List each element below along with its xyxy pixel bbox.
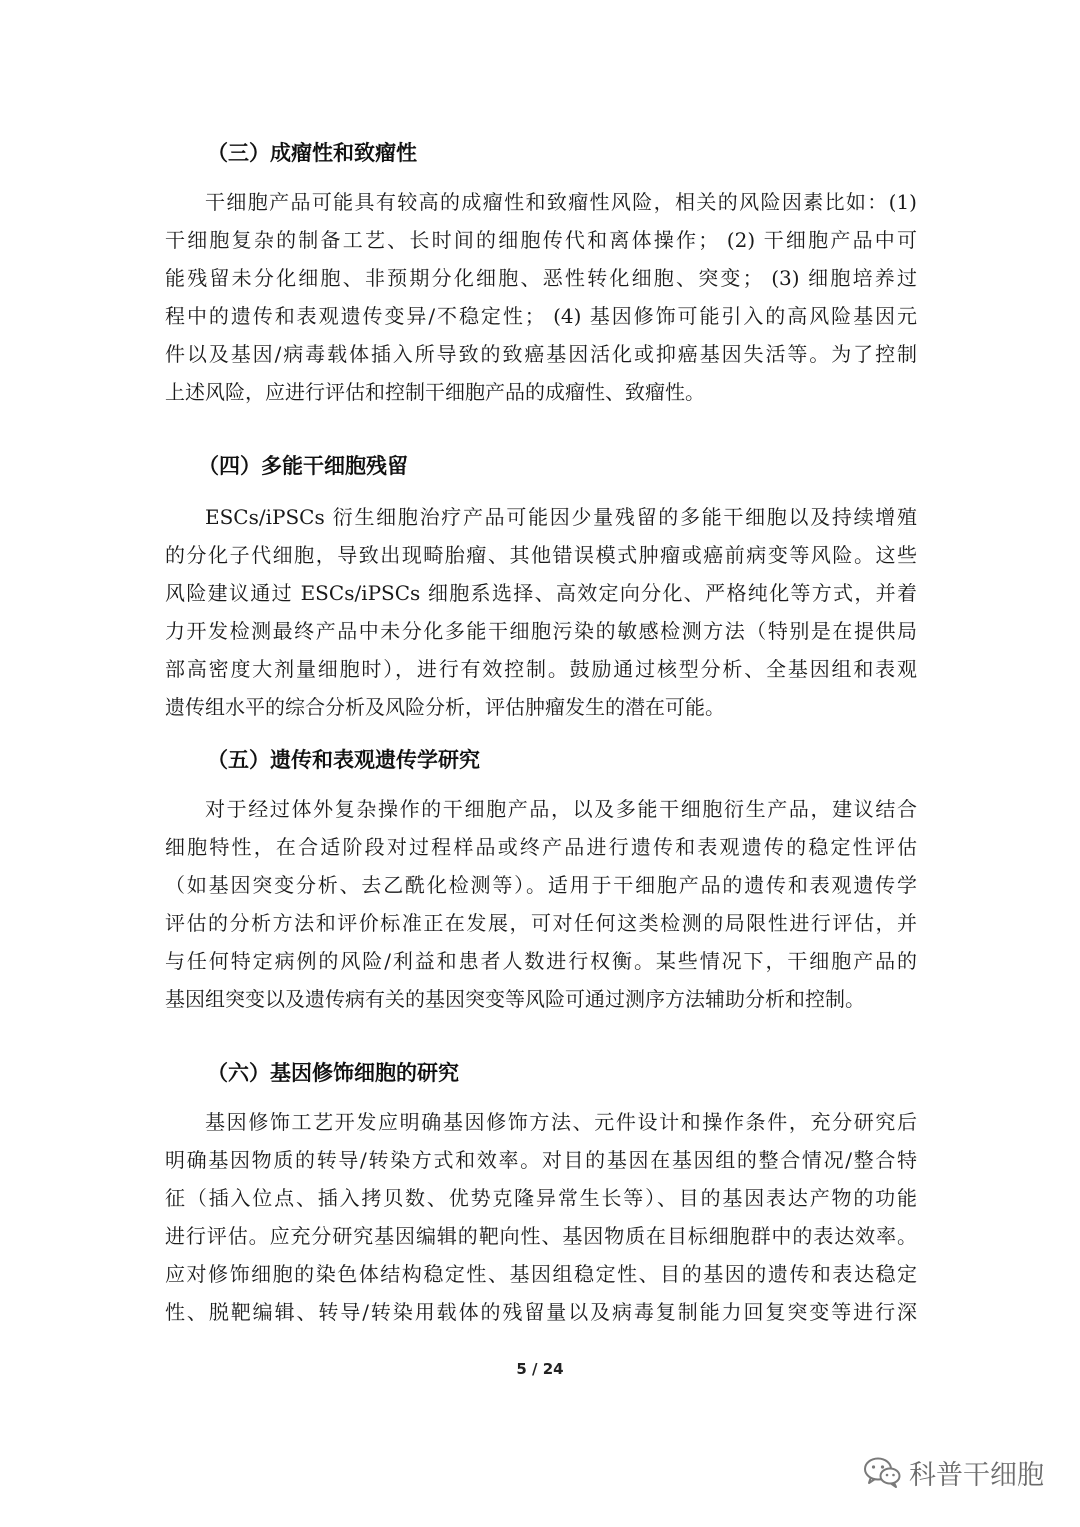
paragraph-line: 征（插入位点、插入拷贝数、优势克隆异常生长等）、目的基因表达产物的功能 <box>165 1186 917 1210</box>
section-heading: （四）多能干细胞残留 <box>198 454 408 478</box>
paragraph-line: 上述风险，应进行评估和控制干细胞产品的成瘤性、致瘤性。 <box>165 380 705 404</box>
section-3 <box>165 139 917 411</box>
paragraph-line: 力开发检测最终产品中未分化多能干细胞污染的敏感检测方法（特别是在提供局 <box>165 619 917 643</box>
section-4 <box>165 452 917 726</box>
paragraph-line: 件以及基因/病毒载体插入所导致的致癌基因活化或抑癌基因失活等。为了控制 <box>165 342 917 366</box>
paragraph-line: 能残留未分化细胞、非预期分化细胞、恶性转化细胞、突变； (3) 细胞培养过 <box>165 266 917 290</box>
page-number: 5 / 24 <box>516 1360 564 1378</box>
paragraph-line: 干细胞产品可能具有较高的成瘤性和致瘤性风险，相关的风险因素比如：(1) <box>205 190 917 214</box>
paragraph-line: 程中的遗传和表观遗传变异/不稳定性； (4) 基因修饰可能引入的高风险基因元 <box>165 304 917 328</box>
section-heading: （三）成瘤性和致瘤性 <box>207 141 417 165</box>
paragraph-line: 评估的分析方法和评价标准正在发展，可对任何这类检测的局限性进行评估，并 <box>165 911 917 935</box>
paragraph-line: 性、脱靶编辑、转导/转染用载体的残留量以及病毒复制能力回复突变等进行深 <box>165 1300 917 1324</box>
paragraph-line: 与任何特定病例的风险/利益和患者人数进行权衡。某些情况下，干细胞产品的 <box>165 949 917 973</box>
section-6 <box>165 1059 917 1331</box>
paragraph-line: 对于经过体外复杂操作的干细胞产品，以及多能干细胞衍生产品，建议结合 <box>205 797 917 821</box>
paragraph-line: 进行评估。应充分研究基因编辑的靶向性、基因物质在目标细胞群中的表达效率。 <box>165 1224 917 1248</box>
paragraph-line: 基因组突变以及遗传病有关的基因突变等风险可通过测序方法辅助分析和控制。 <box>165 987 865 1011</box>
paragraph-line: 风险建议通过 ESCs/iPSCs 细胞系选择、高效定向分化、严格纯化等方式，并着 <box>165 581 917 605</box>
paragraph-line: 遗传组水平的综合分析及风险分析，评估肿瘤发生的潜在可能。 <box>165 695 725 719</box>
paragraph-line: 细胞特性，在合适阶段对过程样品或终产品进行遗传和表观遗传的稳定性评估 <box>165 835 917 859</box>
paragraph-line: 的分化子代细胞，导致出现畸胎瘤、其他错误模式肿瘤或癌前病变等风险。这些 <box>165 543 917 567</box>
paragraph-line: 部高密度大剂量细胞时），进行有效控制。鼓励通过核型分析、全基因组和表观 <box>165 657 917 681</box>
paragraph-line: 应对修饰细胞的染色体结构稳定性、基因组稳定性、目的基因的遗传和表达稳定 <box>165 1262 917 1286</box>
watermark <box>863 1452 1044 1492</box>
section-5 <box>165 746 917 1018</box>
section-heading: （六）基因修饰细胞的研究 <box>207 1061 459 1085</box>
watermark-text: 科普干细胞 <box>909 1459 1044 1491</box>
paragraph-line: 基因修饰工艺开发应明确基因修饰方法、元件设计和操作条件，充分研究后 <box>205 1110 917 1134</box>
paragraph-line: 明确基因物质的转导/转染方式和效率。对目的基因在基因组的整合情况/整合特 <box>165 1148 917 1172</box>
paragraph-line: ESCs/iPSCs 衍生细胞治疗产品可能因少量残留的多能干细胞以及持续增殖 <box>205 505 917 529</box>
wechat-icon <box>863 1456 901 1488</box>
paragraph-line: （如基因突变分析、去乙酰化检测等）。适用于干细胞产品的遗传和表观遗传学 <box>165 873 917 897</box>
paragraph-line: 干细胞复杂的制备工艺、长时间的细胞传代和离体操作； (2) 干细胞产品中可 <box>165 228 917 252</box>
section-heading: （五）遗传和表观遗传学研究 <box>207 748 480 772</box>
